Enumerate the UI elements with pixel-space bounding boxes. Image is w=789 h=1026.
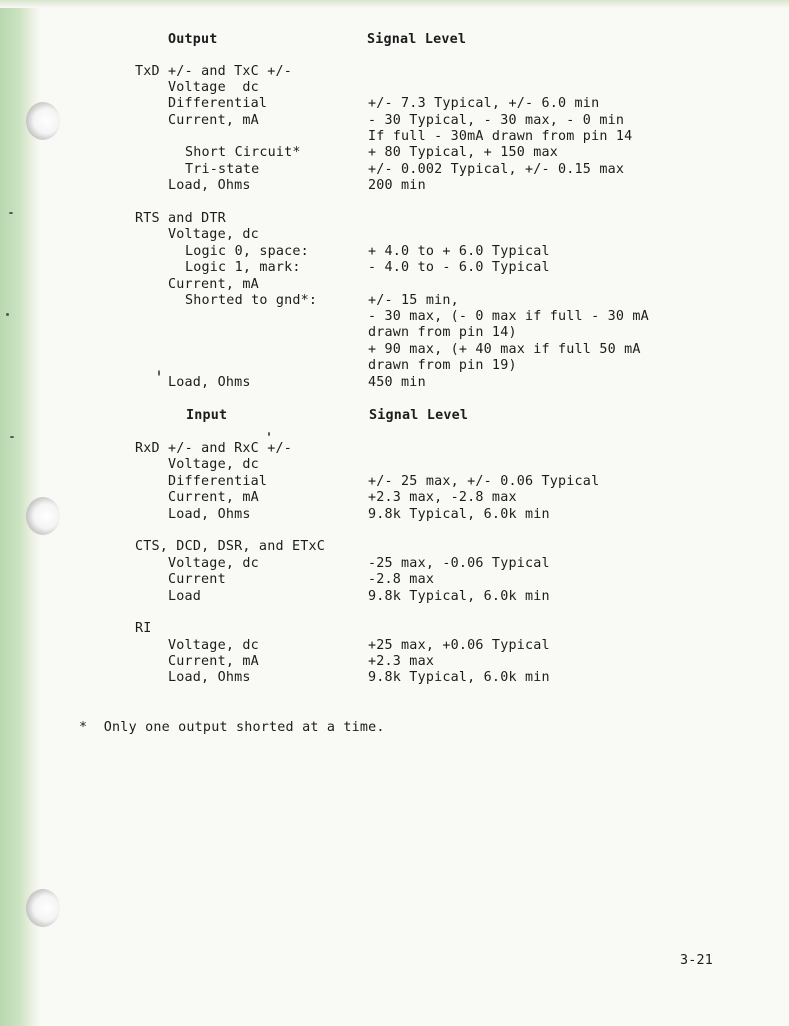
output-signal-level-header: Signal Level bbox=[367, 32, 467, 47]
rts-shorted-value-1: +/- 15 min, bbox=[368, 293, 459, 308]
txd-current-note: If full - 30mA drawn from pin 14 bbox=[368, 129, 633, 144]
paper-speck bbox=[158, 370, 160, 376]
rxd-differential-value: +/- 25 max, +/- 0.06 Typical bbox=[368, 474, 600, 489]
ri-group-title: RI bbox=[135, 621, 152, 636]
txd-tri-state-label: Tri-state bbox=[185, 162, 260, 177]
input-column-header: Input bbox=[186, 408, 228, 423]
paper-speck bbox=[6, 313, 9, 316]
txd-current-value: - 30 Typical, - 30 max, - 0 min bbox=[368, 113, 625, 128]
rts-shorted-label: Shorted to gnd*: bbox=[185, 293, 318, 308]
rts-load-label: Load, Ohms bbox=[168, 375, 251, 390]
paper-speck bbox=[268, 432, 270, 436]
rxd-current-value: +2.3 max, -2.8 max bbox=[368, 490, 517, 505]
binder-hole-middle bbox=[26, 497, 60, 535]
rts-current-label: Current, mA bbox=[168, 277, 259, 292]
rts-shorted-value-2: - 30 max, (- 0 max if full - 30 mA bbox=[368, 309, 649, 324]
input-signal-level-header: Signal Level bbox=[369, 408, 469, 423]
output-column-header: Output bbox=[168, 32, 218, 47]
rxd-voltage-label: Voltage, dc bbox=[168, 457, 259, 472]
rts-logic0-value: + 4.0 to + 6.0 Typical bbox=[368, 244, 550, 259]
txd-load-value: 200 min bbox=[368, 178, 426, 193]
rxd-differential-label: Differential bbox=[168, 474, 268, 489]
paper-speck bbox=[9, 212, 13, 214]
rts-load-value: 450 min bbox=[368, 375, 426, 390]
paper-speck bbox=[10, 436, 14, 438]
rts-shorted-value-5: drawn from pin 19) bbox=[368, 358, 517, 373]
ri-load-value: 9.8k Typical, 6.0k min bbox=[368, 670, 550, 685]
cts-current-value: -2.8 max bbox=[368, 572, 435, 587]
txd-current-label: Current, mA bbox=[168, 113, 259, 128]
cts-current-label: Current bbox=[168, 572, 226, 587]
txd-load-label: Load, Ohms bbox=[168, 178, 251, 193]
rxd-group-title: RxD +/- and RxC +/- bbox=[135, 441, 292, 456]
cts-load-value: 9.8k Typical, 6.0k min bbox=[368, 589, 550, 604]
rts-shorted-value-4: + 90 max, (+ 40 max if full 50 mA bbox=[368, 342, 641, 357]
rts-logic1-value: - 4.0 to - 6.0 Typical bbox=[368, 260, 550, 275]
rxd-load-label: Load, Ohms bbox=[168, 507, 251, 522]
ri-voltage-label: Voltage, dc bbox=[168, 638, 259, 653]
txd-voltage-label: Voltage dc bbox=[168, 80, 259, 95]
rts-group-title: RTS and DTR bbox=[135, 211, 226, 226]
rts-logic0-label: Logic 0, space: bbox=[185, 244, 309, 259]
rts-logic1-label: Logic 1, mark: bbox=[185, 260, 301, 275]
txd-differential-label: Differential bbox=[168, 96, 268, 111]
page-number: 3-21 bbox=[680, 953, 714, 968]
ri-load-label: Load, Ohms bbox=[168, 670, 251, 685]
txd-tri-state-value: +/- 0.002 Typical, +/- 0.15 max bbox=[368, 162, 625, 177]
ri-current-value: +2.3 max bbox=[368, 654, 435, 669]
footnote: * Only one output shorted at a time. bbox=[79, 720, 385, 735]
cts-voltage-value: -25 max, -0.06 Typical bbox=[368, 556, 550, 571]
binder-hole-bottom bbox=[26, 889, 60, 927]
rxd-load-value: 9.8k Typical, 6.0k min bbox=[368, 507, 550, 522]
binder-hole-top bbox=[26, 102, 60, 140]
txd-short-circuit-label: Short Circuit* bbox=[185, 145, 301, 160]
cts-group-title: CTS, DCD, DSR, and ETxC bbox=[135, 539, 326, 554]
txd-short-circuit-value: + 80 Typical, + 150 max bbox=[368, 145, 559, 160]
rts-shorted-value-3: drawn from pin 14) bbox=[368, 325, 517, 340]
ri-current-label: Current, mA bbox=[168, 654, 259, 669]
cts-load-label: Load bbox=[168, 589, 202, 604]
cts-voltage-label: Voltage, dc bbox=[168, 556, 259, 571]
txd-group-title: TxD +/- and TxC +/- bbox=[135, 64, 292, 79]
rts-voltage-label: Voltage, dc bbox=[168, 227, 259, 242]
txd-differential-value: +/- 7.3 Typical, +/- 6.0 min bbox=[368, 96, 600, 111]
ri-voltage-value: +25 max, +0.06 Typical bbox=[368, 638, 550, 653]
rxd-current-label: Current, mA bbox=[168, 490, 259, 505]
green-page-edge-top bbox=[0, 0, 789, 8]
